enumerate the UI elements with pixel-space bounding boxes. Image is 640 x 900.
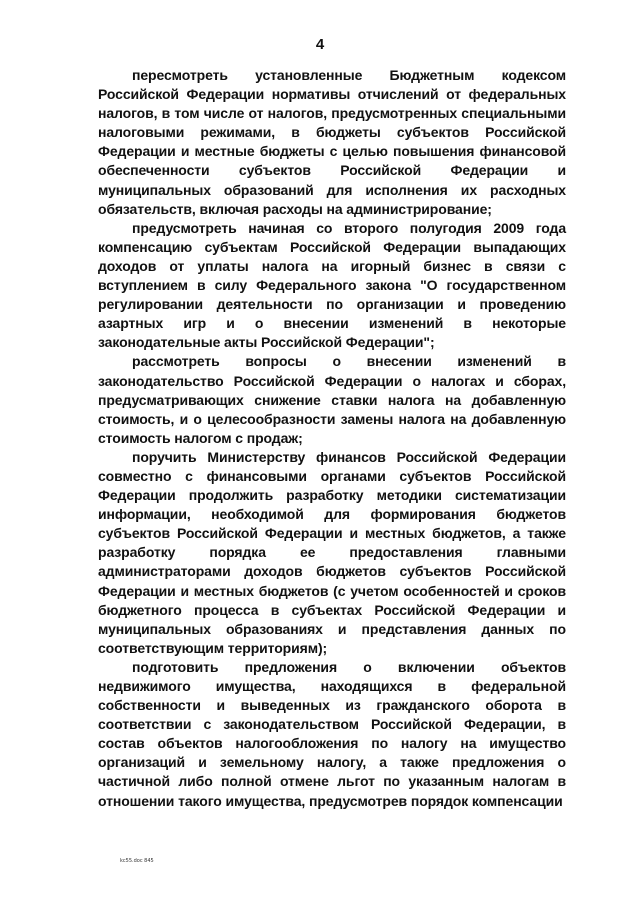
paragraph-ministry-instruction: поручить Министерству финансов Российской Федерации совместно с финансовыми органами субъектов Российской Федерации продолжить разработку методики систематизации информации, необходимой для формирования бюджетов субъектов Российской Федерации и местных бюджетов, а также разработку порядка ее предоставления главными администраторами доходов бюджетов субъектов Российской Федерации и местных бюджетов (с учетом особенностей и сроков бюджетного процесса в субъектах Российской Федерации и муниципальных образованиях и представления данных по соответствующим территориям); — [98, 448, 566, 656]
paragraph-gambling-compensation: предусмотреть начиная со второго полугодия 2009 года компенсацию субъектам Российской Федерации выпадающих доходов от уплаты налога на игорный бизнес в связи с вступлением в силу Федерального закона "О государственном регулировании деятельности по организации и проведению азартных игр и о внесении изменений в некоторые законодательные акты Российской Федерации"; — [98, 219, 566, 351]
paragraph-property-proposals: подготовить предложения о включении объектов недвижимого имущества, находящихся в федеральной собственности и выведенных из гражданского оборота в соответствии с законодательством Российской Федерации, в состав объектов налогообложения по налогу на имущество организаций и земельному налогу, а также предложения о частичной либо полной отмене льгот по указанным налогам в отношении такого имущества, предусмотрев порядок компенсации — [98, 658, 566, 809]
paragraph-vat-reduction: рассмотреть вопросы о внесении изменений в законодательство Российской Федерации о налогах и сборах, предусматривающих снижение ставки налога на добавленную стоимость, и о целесообразности замены налога на добавленную стоимость налогом с продаж; — [98, 353, 566, 446]
footer-document-code: kc55.doc 845 — [120, 858, 154, 864]
document-body — [98, 66, 566, 811]
paragraph-revise-norms: пересмотреть установленные Бюджетным кодексом Российской Федерации нормативы отчислений от федеральных налогов, в том числе от налогов, предусмотренных специальными налоговыми режимами, в бюджеты субъектов Российской Федерации и местные бюджеты с целью повышения финансовой обеспеченности субъектов Российской Федерации и муниципальных образований для исполнения их расходных обязательств, включая расходы на администрирование; — [98, 67, 566, 217]
page-number: 4 — [315, 36, 325, 53]
